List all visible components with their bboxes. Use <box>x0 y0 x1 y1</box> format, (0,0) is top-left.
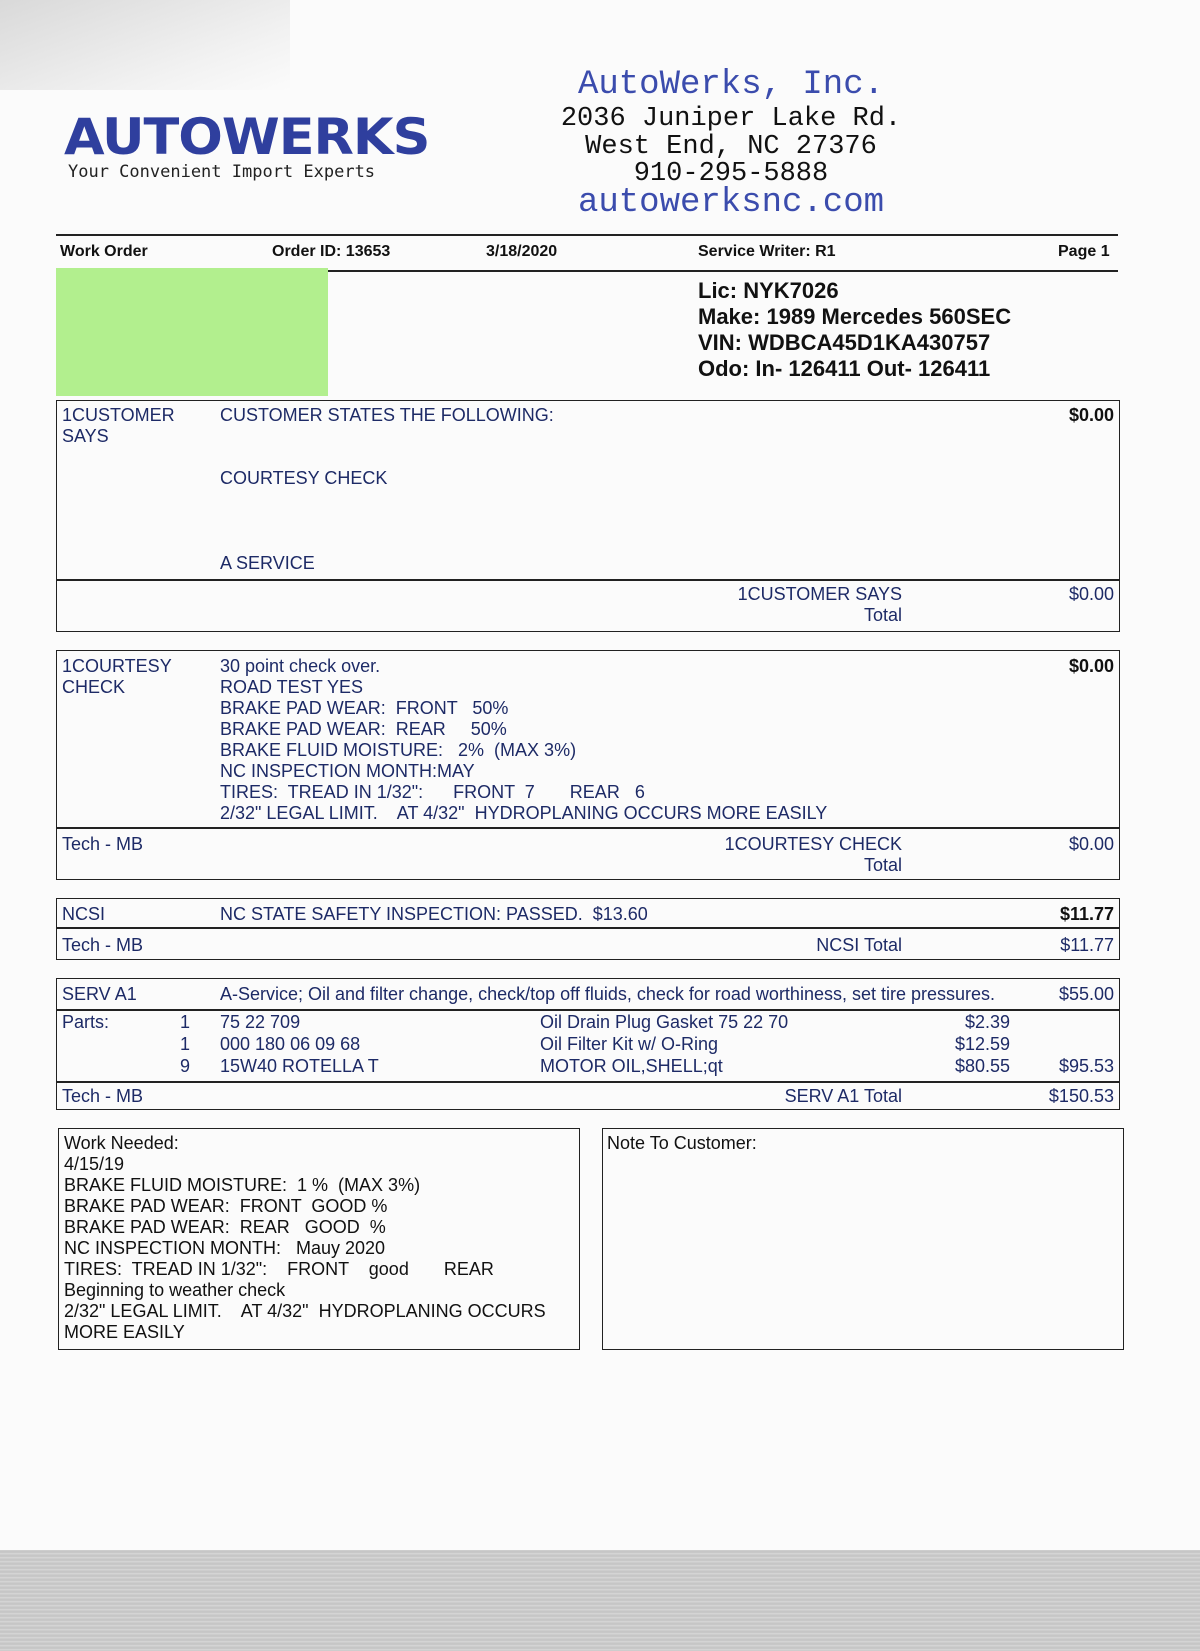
work-needed-line: BRAKE FLUID MOISTURE: 1 % (MAX 3%) <box>64 1175 421 1195</box>
customer-says-code: 1CUSTOMER SAYS <box>62 405 175 446</box>
customer-says-line: COURTESY CHECK <box>220 468 388 488</box>
company-phone: 910-295-5888 <box>633 159 829 189</box>
work-needed-line: Beginning to weather check <box>64 1280 286 1300</box>
part-number: 000 180 06 09 68 <box>220 1034 361 1054</box>
odometer: Odo: In- 126411 Out- 126411 <box>698 356 991 381</box>
part-number: 15W40 ROTELLA T <box>220 1056 379 1076</box>
courtesy-check-line: ROAD TEST YES <box>220 677 364 697</box>
part-qty: 1 <box>179 1012 190 1032</box>
header-top-rule <box>56 234 1118 236</box>
company-tagline: Your Convenient Import Experts <box>68 162 376 182</box>
part-qty: 9 <box>179 1056 190 1076</box>
courtesy-check-tech: Tech - MB <box>62 834 144 854</box>
parts-label: Parts: <box>62 1012 110 1032</box>
vehicle-make: Make: 1989 Mercedes 560SEC <box>698 304 1012 329</box>
courtesy-check-line: 30 point check over. <box>220 656 381 676</box>
serv-a1-line: A-Service; Oil and filter change, check/top off fluids, check for road worthiness, set tire pressures. <box>220 984 996 1004</box>
customer-says-box <box>56 400 1120 580</box>
ncsi-amount: $11.77 <box>1059 904 1114 924</box>
serv-a1-total-label: SERV A1 Total <box>784 1086 902 1106</box>
company-logo: AUTOWERKS <box>64 108 430 166</box>
customer-says-line: A SERVICE <box>220 553 315 573</box>
courtesy-check-total-label: 1COURTESY CHECK Total <box>724 834 902 875</box>
courtesy-check-code: 1COURTESY CHECK <box>62 656 172 697</box>
note-to-customer-label: Note To Customer: <box>607 1133 757 1153</box>
ncsi-tech: Tech - MB <box>62 935 144 955</box>
work-needed-line: NC INSPECTION MONTH: Mauy 2020 <box>64 1238 386 1258</box>
ncsi-total-label: NCSI Total <box>816 935 902 955</box>
order-date: 3/18/2020 <box>486 243 558 260</box>
customer-says-amount: $0.00 <box>1068 405 1114 425</box>
note-to-customer-box <box>602 1128 1124 1350</box>
ncsi-total-row <box>56 928 1120 960</box>
part-number: 75 22 709 <box>220 1012 301 1032</box>
license-plate: Lic: NYK7026 <box>698 278 839 303</box>
redaction-sticky-note <box>56 268 328 396</box>
company-name: AutoWerks, Inc. <box>577 66 885 104</box>
part-description: Oil Filter Kit w/ O-Ring <box>540 1034 719 1054</box>
company-address-line2: West End, NC 27376 <box>585 132 877 162</box>
ncsi-total: $11.77 <box>1060 935 1114 955</box>
courtesy-check-line: TIRES: TREAD IN 1/32": FRONT 7 REAR 6 <box>220 782 645 802</box>
customer-says-line: CUSTOMER STATES THE FOLLOWING: <box>220 405 554 425</box>
serv-a1-total: $150.53 <box>1048 1086 1114 1106</box>
courtesy-check-line: BRAKE PAD WEAR: FRONT 50% <box>220 698 509 718</box>
courtesy-check-line: 2/32" LEGAL LIMIT. AT 4/32" HYDROPLANING OCCURS MORE EASILY <box>220 803 828 823</box>
work-needed-line: Work Needed: <box>64 1133 179 1153</box>
part-price: $80.55 <box>954 1056 1010 1076</box>
courtesy-check-line: NC INSPECTION MONTH:MAY <box>220 761 475 781</box>
courtesy-check-total: $0.00 <box>1068 834 1114 854</box>
order-id: Order ID: 13653 <box>272 243 391 260</box>
part-description: Oil Drain Plug Gasket 75 22 70 <box>540 1012 789 1032</box>
scan-edge-band <box>0 1550 1200 1651</box>
part-description: MOTOR OIL,SHELL;qt <box>540 1056 723 1076</box>
scan-shadow <box>0 0 290 90</box>
ncsi-line: NC STATE SAFETY INSPECTION: PASSED. $13.60 <box>220 904 648 924</box>
serv-a1-amount: $55.00 <box>1058 984 1114 1004</box>
courtesy-check-total-row <box>56 828 1120 880</box>
ncsi-code: NCSI <box>62 904 106 924</box>
serv-a1-total-row <box>56 1082 1120 1110</box>
work-needed-line: BRAKE PAD WEAR: FRONT GOOD % <box>64 1196 388 1216</box>
part-price: $2.39 <box>964 1012 1010 1032</box>
serv-a1-tech: Tech - MB <box>62 1086 144 1106</box>
part-price: $12.59 <box>954 1034 1010 1054</box>
part-qty: 1 <box>179 1034 190 1054</box>
customer-says-total: $0.00 <box>1068 584 1114 604</box>
courtesy-check-line: BRAKE FLUID MOISTURE: 2% (MAX 3%) <box>220 740 577 760</box>
doc-type: Work Order <box>60 243 148 260</box>
work-needed-line: TIRES: TREAD IN 1/32": FRONT good REAR <box>64 1259 494 1279</box>
customer-says-total-label: 1CUSTOMER SAYS Total <box>737 584 902 625</box>
work-needed-line: MORE EASILY <box>64 1322 185 1342</box>
courtesy-check-amount: $0.00 <box>1068 656 1114 676</box>
serv-a1-code: SERV A1 <box>62 984 137 1004</box>
customer-says-total-row <box>56 580 1120 632</box>
courtesy-check-line: BRAKE PAD WEAR: REAR 50% <box>220 719 507 739</box>
page-number: Page 1 <box>1058 243 1110 260</box>
work-needed-line: BRAKE PAD WEAR: REAR GOOD % <box>64 1217 386 1237</box>
work-needed-line: 4/15/19 <box>64 1154 125 1174</box>
vehicle-vin: VIN: WDBCA45D1KA430757 <box>698 330 991 355</box>
company-website: autowerksnc.com <box>577 184 885 222</box>
service-writer: Service Writer: R1 <box>698 243 836 260</box>
parts-total: $95.53 <box>1058 1056 1114 1076</box>
company-address-line1: 2036 Juniper Lake Rd. <box>560 104 902 134</box>
work-needed-line: 2/32" LEGAL LIMIT. AT 4/32" HYDROPLANING OCCURS <box>64 1301 546 1321</box>
